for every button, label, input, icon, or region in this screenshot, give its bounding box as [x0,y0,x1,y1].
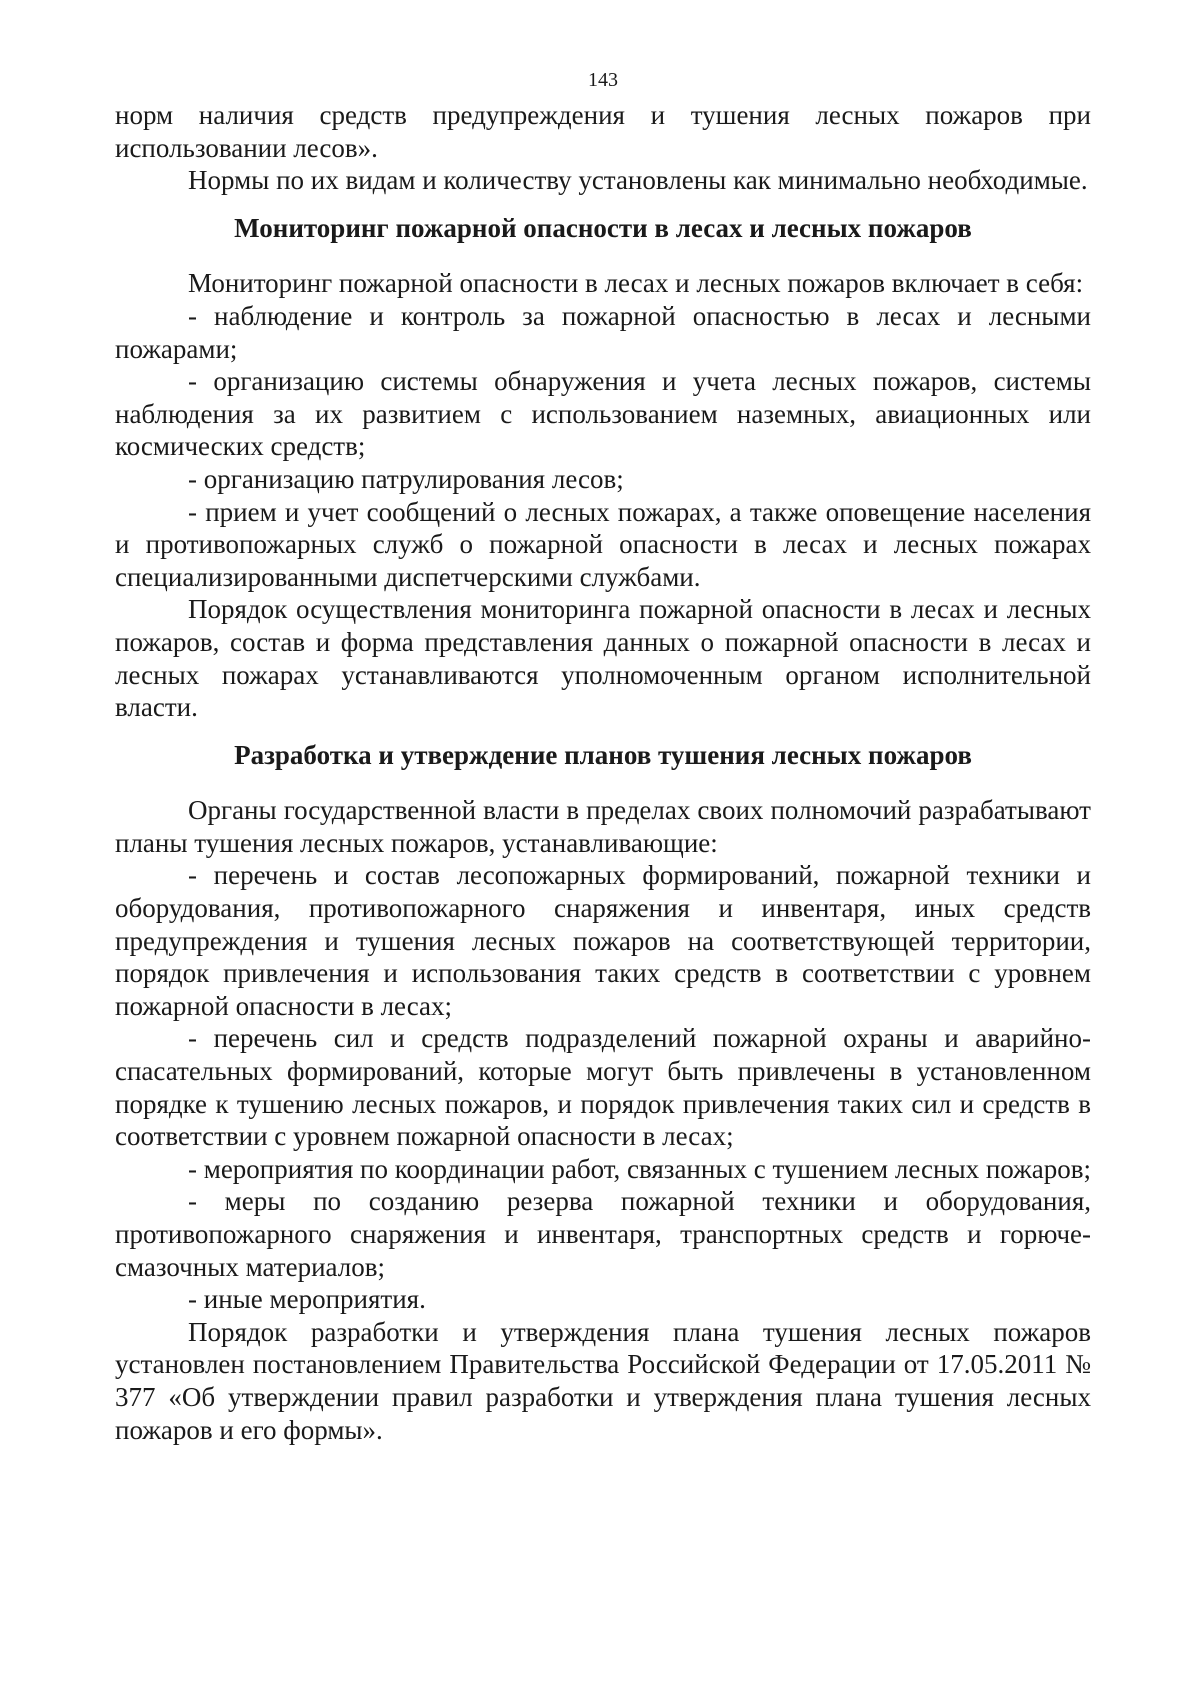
list-item-reserve: - меры по созданию резерва пожарной техники и оборудования, противопожарного снаряжения и инвентаря, транспортных средств и горюче-смазочных материалов; [115,1186,1091,1282]
list-item-forces: - перечень сил и средств подразделений пожарной охраны и аварийно-спасательных формирований, которые могут быть привлечены в установленном порядке к тушению лесных пожаров, и порядок привлечения таких сил и средств в соответствии с уровнем пожарной опасности в лесах; [115,1023,1091,1152]
document-page [115,68,1091,1446]
list-item-patrolling: - организацию патрулирования лесов; [188,463,624,494]
list-item-coordination: - мероприятия по координации работ, связанных с тушением лесных пожаров; [188,1153,1092,1184]
list-item-reports: - прием и учет сообщений о лесных пожарах, а также оповещение населения и противопожарных служб о пожарной опасности в лесах и лесных пожарах специализированными диспетчерскими службами. [115,496,1091,592]
page-number: 143 [588,69,618,91]
paragraph-intro-continuation: норм наличия средств предупреждения и тушения лесных пожаров при использовании лесов». [115,100,1091,163]
paragraph-monitoring-procedure: Порядок осуществления мониторинга пожарной опасности в лесах и лесных пожаров, состав и форма представления данных о пожарной опасности в лесах и лесных пожарах устанавливаются уполномоченным органом исполнительной власти. [115,594,1091,723]
paragraph-norms: Нормы по их видам и количеству установлены как минимально необходимые. [188,165,1088,196]
paragraph-monitoring-includes: Мониторинг пожарной опасности в лесах и лесных пожаров включает в себя: [188,268,1084,299]
section-heading-plans: Разработка и утверждение планов тушения лесных пожаров [234,739,972,770]
list-item-detection-system: - организацию системы обнаружения и учета лесных пожаров, системы наблюдения за их развитием с использованием наземных, авиационных или космических средств; [115,366,1091,462]
list-item-formations: - перечень и состав лесопожарных формирований, пожарной техники и оборудования, противопожарного снаряжения и инвентаря, иных средств предупреждения и тушения лесных пожаров на соответствующей территории, порядок привлечения и использования таких средств в соответствии с уровнем пожарной опасности в лесах; [115,860,1091,1021]
list-item-other: - иные мероприятия. [188,1284,426,1315]
section-heading-monitoring: Мониторинг пожарной опасности в лесах и лесных пожаров [234,212,972,243]
paragraph-plan-procedure: Порядок разработки и утверждения плана тушения лесных пожаров установлен постановлением Правительства Российской Федерации от 17.05.2011 № 377 «Об утверждении правил разработки и утверждения плана тушения лесных пожаров и его формы». [115,1316,1091,1445]
list-item-observation: - наблюдение и контроль за пожарной опасностью в лесах и лесными пожарами; [115,300,1091,364]
paragraph-authorities: Органы государственной власти в пределах своих полномочий разрабатывают планы тушения лесных пожаров, устанавливающие: [115,795,1091,858]
